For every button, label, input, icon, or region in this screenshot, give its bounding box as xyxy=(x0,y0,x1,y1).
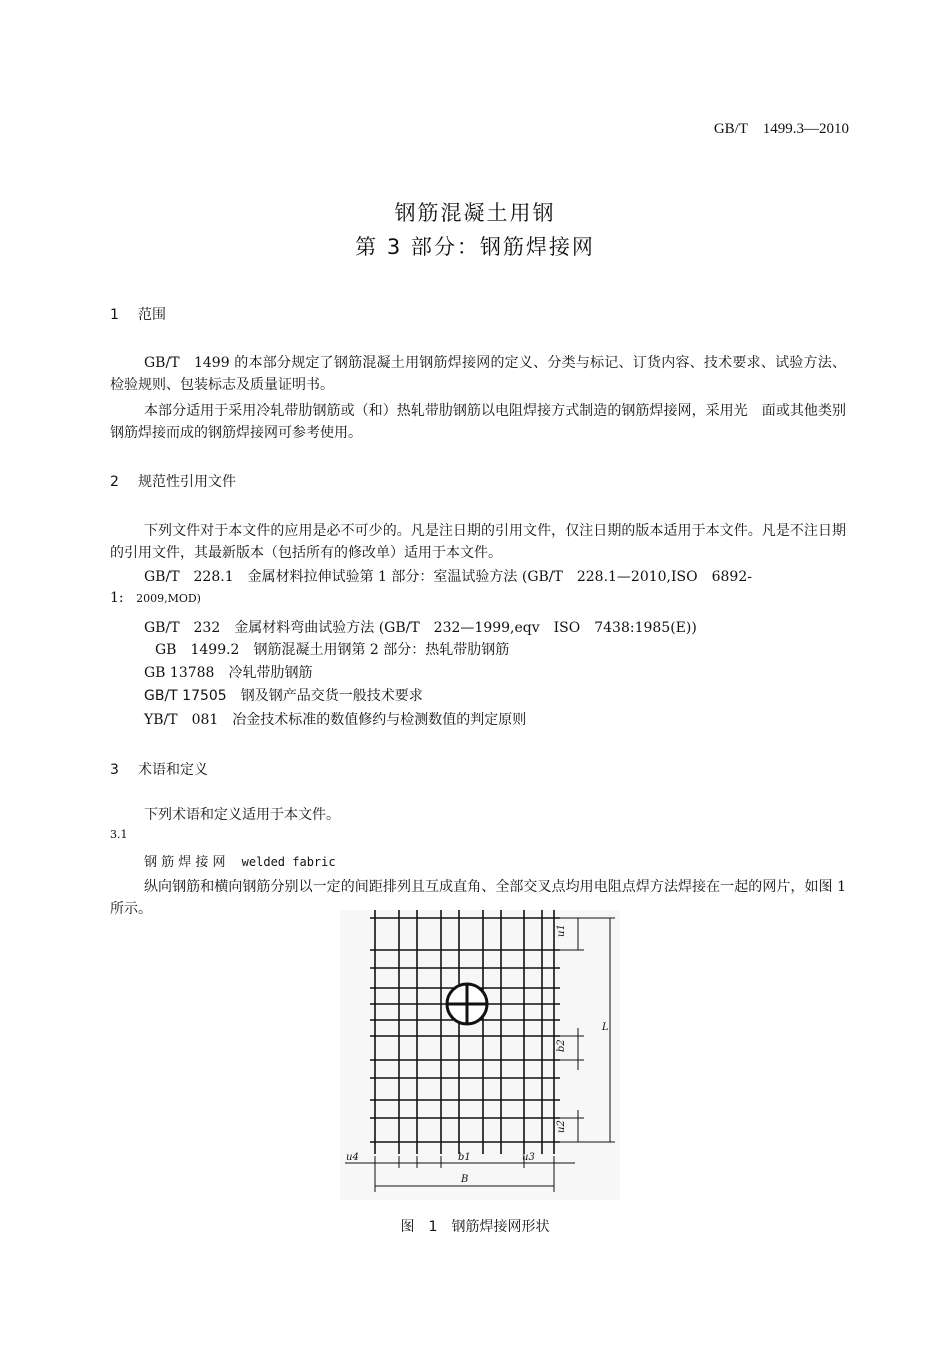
reference-yb-t-081: YB/T 081 冶金技术标准的数值修约与检测数值的判定原则 xyxy=(144,712,527,728)
terms-intro: 下列术语和定义适用于本文件。 xyxy=(144,807,340,823)
section-title: 术语和定义 xyxy=(138,762,208,778)
label-u4: u4 xyxy=(346,1152,359,1163)
label-B: B xyxy=(461,1174,469,1185)
reference-gb-t-232: GB/T 232 金属材料弯曲试验方法 (GB/T 232—1999,eqv ISO 7438:1985(E)) xyxy=(144,620,697,636)
section-heading-scope xyxy=(110,304,166,324)
section-number: 2 xyxy=(110,474,119,490)
reference-continuation xyxy=(110,590,201,606)
section-number: 3 xyxy=(110,762,119,778)
standard-number: GB/T 1499.3—2010 xyxy=(713,121,849,137)
term-english: welded fabric xyxy=(241,855,336,869)
section-title: 范围 xyxy=(138,307,166,323)
reference-continuation-date: 2009,MOD) xyxy=(136,592,201,605)
term-number: 3.1 xyxy=(110,828,128,841)
term-entry xyxy=(144,851,336,870)
label-u1: u1 xyxy=(556,924,567,937)
label-u2: u2 xyxy=(556,1120,567,1133)
term-definition: 纵向钢筋和横向钢筋分别以一定的间距排列且互成直角、全部交叉点均用电阻点焊方法焊接在一起的网片，如图 1 所示。 xyxy=(110,879,846,917)
welded-fabric-figure xyxy=(340,910,620,1200)
reference-continuation-part: 1: xyxy=(110,590,124,606)
weld-point-marker xyxy=(447,984,487,1024)
scope-paragraph-2: 本部分适用于采用冷轧带肋钢筋或（和）热轧带肋钢筋以电阻焊接方式制造的钢筋焊接网，采用光 面或其他类别钢筋焊接而成的钢筋焊接网可参考使用。 xyxy=(110,403,846,441)
section-title: 规范性引用文件 xyxy=(138,474,236,490)
label-L: L xyxy=(602,1022,609,1033)
label-b1: b1 xyxy=(458,1152,471,1163)
label-u3: u3 xyxy=(522,1152,535,1163)
section-heading-terms xyxy=(110,759,208,779)
document-title: 钢筋混凝土用钢 xyxy=(394,201,556,225)
scope-paragraph-1: GB/T 1499 的本部分规定了钢筋混凝土用钢筋焊接网的定义、分类与标记、订货内容、技术要求、试验方法、检验规则、包装标志及质量证明书。 xyxy=(110,355,846,393)
document-subtitle: 第 3 部分：钢筋焊接网 xyxy=(355,235,595,259)
section-heading-references xyxy=(110,471,236,491)
reference-gb-t-17505: GB/T 17505 钢及钢产品交货一般技术要求 xyxy=(144,688,423,704)
reference-gb-1499-2: GB 1499.2 钢筋混凝土用钢第 2 部分：热轧带肋钢筋 xyxy=(155,642,510,658)
term-chinese: 钢 筋 焊 接 网 xyxy=(144,855,226,870)
references-intro: 下列文件对于本文件的应用是必不可少的。凡是注日期的引用文件，仅注日期的版本适用于本文件。凡是不注日期的引用文件，其最新版本（包括所有的修改单）适用于本文件。 xyxy=(110,523,846,561)
label-b2: b2 xyxy=(556,1039,567,1052)
section-number: 1 xyxy=(110,307,119,323)
reference-gb-t-228-1: GB/T 228.1 金属材料拉伸试验第 1 部分：室温试验方法 (GB/T 228.1—2010,ISO 6892- xyxy=(144,569,752,585)
figure-caption: 图 1 钢筋焊接网形状 xyxy=(400,1219,550,1235)
reference-gb-13788: GB 13788 冷轧带肋钢筋 xyxy=(144,665,313,681)
